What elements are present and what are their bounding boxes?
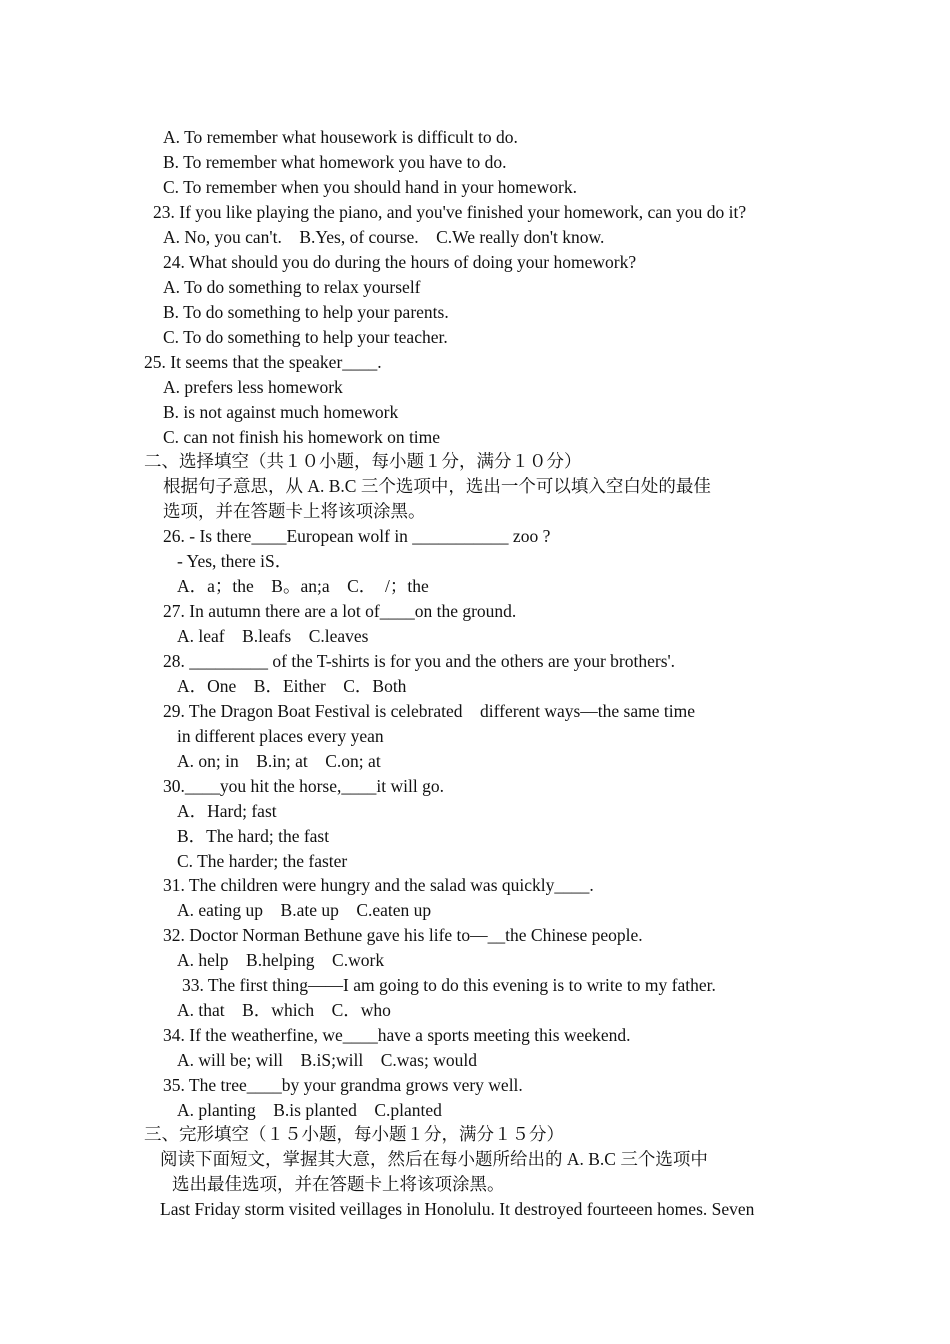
q35-options: A. planting B.is planted C.planted — [177, 1100, 442, 1120]
q24-question: 24. What should you do during the hours of doing your homework? — [163, 252, 637, 272]
section-3-heading: 三、完形填空（１５小题，每小题１分，满分１５分） — [144, 1124, 564, 1144]
q30-option-c: C. The harder; the faster — [177, 851, 348, 871]
q22-option-b: B. To remember what homework you have to do. — [163, 152, 507, 172]
q26-question: 26. - Is there____European wolf in ___________ zoo ? — [163, 526, 551, 546]
q25-option-a: A. prefers less homework — [163, 377, 343, 397]
q29-question-cont: in different places every yean — [177, 726, 384, 746]
q25-question: 25. It seems that the speaker____. — [144, 352, 382, 372]
section-2-instruction-2: 选项，并在答题卡上将该项涂黑。 — [163, 501, 426, 521]
passage-first-line: Last Friday storm visited veillages in Honolulu. It destroyed fourteeen homes. Seven — [160, 1199, 755, 1219]
q29-options: A. on; in B.in; at C.on; at — [177, 751, 381, 771]
q31-options: A. eating up B.ate up C.eaten up — [177, 900, 432, 920]
q22-option-a: A. To remember what housework is difficult to do. — [163, 127, 518, 147]
q23-options: A. No, you can't. B.Yes, of course. C.We really don't know. — [163, 227, 605, 247]
q35-question: 35. The tree____by your grandma grows very well. — [163, 1075, 523, 1095]
q34-question: 34. If the weatherfine, we____have a sports meeting this weekend. — [163, 1025, 631, 1045]
q23-question: 23. If you like playing the piano, and you've finished your homework, can you do it? — [153, 202, 747, 222]
q24-option-b: B. To do something to help your parents. — [163, 302, 449, 322]
q26-answer-line: - Yes, there iS． — [177, 551, 293, 571]
q33-options: A. that B．which C．who — [177, 1000, 391, 1020]
q24-option-c: C. To do something to help your teacher. — [163, 327, 448, 347]
q30-option-a: A．Hard; fast — [177, 801, 277, 821]
q27-options: A. leaf B.leafs C.leaves — [177, 626, 369, 646]
q29-question: 29. The Dragon Boat Festival is celebrated different ways—the same time — [163, 701, 695, 721]
section-3-instruction-2: 选出最佳选项，并在答题卡上将该项涂黑。 — [172, 1174, 505, 1194]
q25-option-c: C. can not finish his homework on time — [163, 427, 441, 447]
q25-option-b: B. is not against much homework — [163, 402, 399, 422]
q24-option-a: A. To do something to relax yourself — [163, 277, 421, 297]
section-3-instruction-1: 阅读下面短文，掌握其大意，然后在每小题所给出的 A. B.C 三个选项中 — [160, 1149, 708, 1169]
section-2-instruction-1: 根据句子意思，从 A. B.C 三个选项中，选出一个可以填入空白处的最佳 — [163, 476, 711, 496]
q26-options: A．a；the B。an;a C． /；the — [177, 576, 429, 596]
q27-question: 27. In autumn there are a lot of____on the ground. — [163, 601, 517, 621]
section-2-heading: 二、选择填空（共１０小题，每小题１分，满分１０分） — [144, 451, 582, 471]
q32-options: A. help B.helping C.work — [177, 950, 385, 970]
q28-options: A．One B．Either C．Both — [177, 676, 407, 696]
q33-question: 33. The first thing——I am going to do this evening is to write to my father. — [182, 975, 716, 995]
q22-option-c: C. To remember when you should hand in your homework. — [163, 177, 578, 197]
q30-option-b: B．The hard; the fast — [177, 826, 330, 846]
q31-question: 31. The children were hungry and the salad was quickly____. — [163, 875, 594, 895]
q32-question: 32. Doctor Norman Bethune gave his life to—__the Chinese people. — [163, 925, 643, 945]
q34-options: A. will be; will B.iS;will C.was; would — [177, 1050, 477, 1070]
q30-question: 30.____you hit the horse,____it will go. — [163, 776, 444, 796]
q28-question: 28. _________ of the T-shirts is for you and the others are your brothers'. — [163, 651, 676, 671]
